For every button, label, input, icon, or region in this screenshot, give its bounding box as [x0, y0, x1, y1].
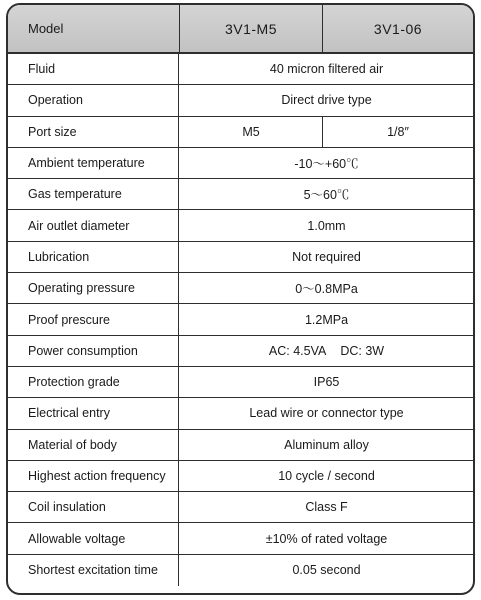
row-value: Aluminum alloy [284, 437, 369, 452]
model-3v1-m5: 3V1-M5 [224, 20, 278, 37]
row-label: Lubrication [8, 242, 179, 272]
table-body [8, 54, 473, 586]
row-label: Gas temperature [8, 179, 179, 209]
row-label: Operation [8, 85, 179, 115]
row-label: Shortest excitation time [8, 555, 179, 586]
row-value: Lead wire or connector type [249, 406, 404, 421]
model-header-label: Model [28, 21, 64, 36]
row-value: -10～+60℃ [294, 157, 359, 172]
row-value: ±10% of rated voltage [265, 531, 388, 546]
row-label: Fluid [8, 54, 179, 84]
table-row [8, 210, 473, 241]
table-row [8, 492, 473, 523]
row-label: Allowable voltage [8, 523, 179, 553]
row-value: Not required [292, 249, 361, 264]
model-3v1-06: 3V1-06 [373, 20, 423, 37]
table-row [8, 461, 473, 492]
row-value [180, 336, 473, 366]
row-value: 0.05 second [292, 563, 361, 578]
row-value-m5: M5 [180, 117, 323, 147]
row-label: Port size [8, 117, 179, 147]
table-row [8, 85, 473, 116]
table-row [8, 54, 473, 85]
row-label: Material of body [8, 430, 179, 460]
table-header [8, 5, 473, 54]
table-row [8, 430, 473, 461]
spec-table [6, 3, 475, 595]
row-value: 40 micron filtered air [269, 62, 384, 77]
table-row [8, 242, 473, 273]
table-row [8, 555, 473, 586]
table-row [8, 336, 473, 367]
row-value: IP65 [313, 375, 340, 390]
table-row [8, 273, 473, 304]
table-row [8, 523, 473, 554]
row-label: Operating pressure [8, 273, 179, 303]
row-value: Direct drive type [281, 93, 372, 108]
row-label: Highest action frequency [8, 461, 179, 491]
row-label: Air outlet diameter [8, 210, 179, 240]
table-row [8, 148, 473, 179]
row-value: 0～0.8MPa [295, 282, 358, 297]
row-value: 1.2MPa [304, 312, 349, 327]
ac-power-value: AC: 4.5VA [268, 343, 327, 358]
row-value: Class F [305, 500, 348, 515]
row-label: Electrical entry [8, 398, 179, 428]
row-value: 1.0mm [307, 218, 346, 233]
row-label: Power consumption [8, 336, 179, 366]
row-label: Proof prescure [8, 304, 179, 334]
row-label: Protection grade [8, 367, 179, 397]
row-value: 10 cycle / second [278, 469, 375, 483]
row-value-06: 1/8″ [387, 124, 409, 139]
dc-power-value: DC: 3W [340, 343, 385, 358]
row-label: Coil insulation [8, 492, 179, 522]
table-row [8, 398, 473, 429]
table-row [8, 117, 473, 148]
table-row [8, 367, 473, 398]
table-row [8, 179, 473, 210]
row-value: 5～60℃ [303, 188, 350, 203]
row-label: Ambient temperature [8, 148, 179, 178]
table-row [8, 304, 473, 335]
